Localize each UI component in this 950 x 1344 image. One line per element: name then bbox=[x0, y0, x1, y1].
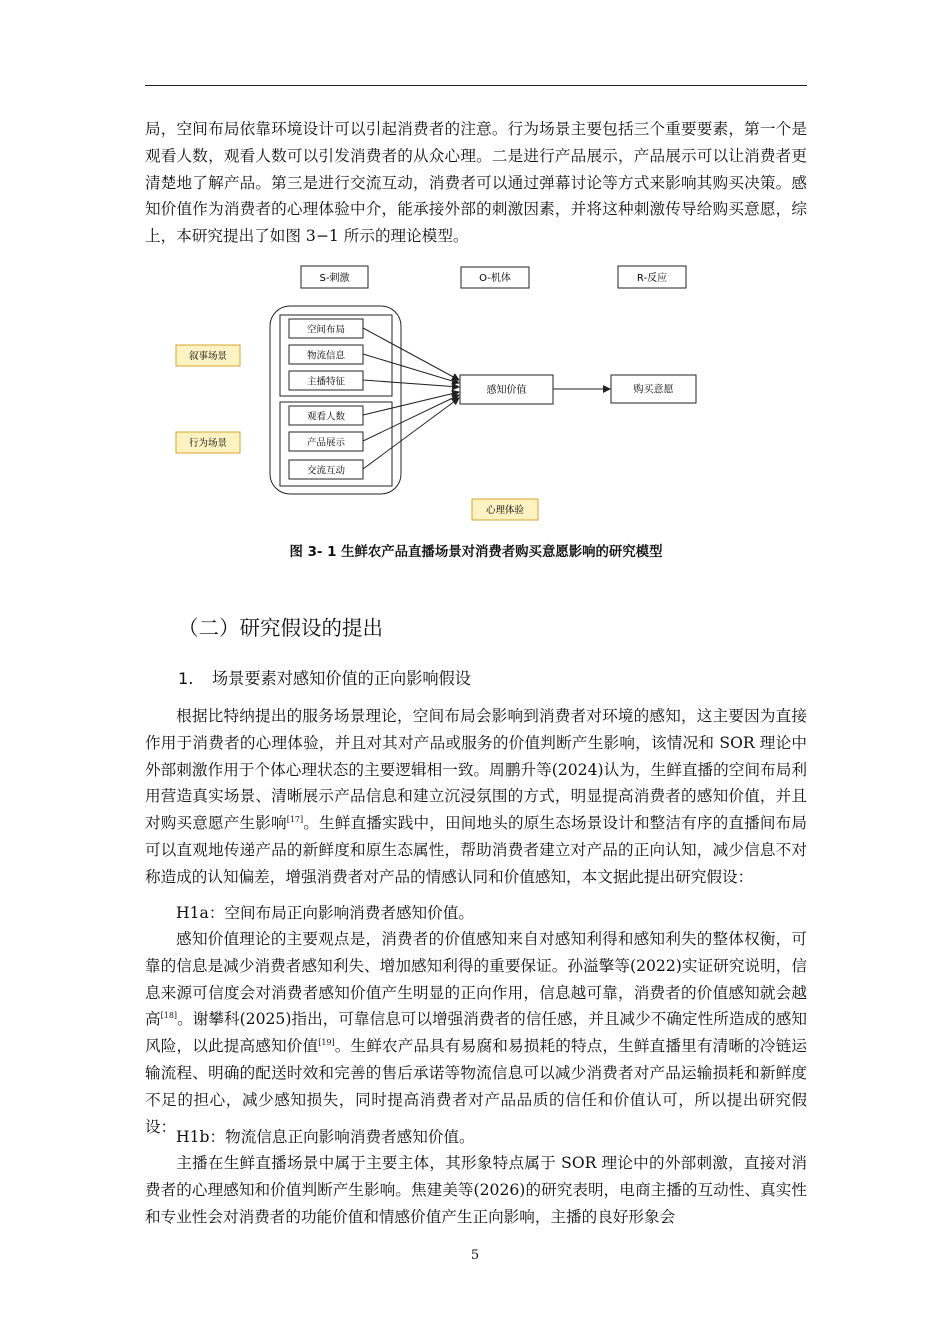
item-viewer-count bbox=[289, 406, 363, 425]
svg-text:观看人数: 观看人数 bbox=[306, 411, 346, 423]
item-spatial-layout bbox=[289, 319, 363, 338]
research-model-diagram bbox=[170, 262, 730, 532]
organism-header-box bbox=[461, 267, 529, 288]
paragraph-3: 主播在生鲜直播场景中属于主要主体，其形象特点属于 SOR 理论中的外部刺激，直接对消费者的心理感知和价值判断产生影响。焦建美等(2026)的研究表明，电商主播的互动性、真实性和专业性会对消费者的功能价值和情感价值产生正向影响，主播的良好形象会 bbox=[145, 1154, 807, 1226]
behavior-scene-text: 行为场景 bbox=[188, 438, 228, 449]
behavior-scene-label bbox=[176, 432, 240, 453]
hypothesis-h1a: H1a：空间布局正向影响消费者感知价值。 bbox=[176, 904, 474, 922]
paragraph-1: 根据比特纳提出的服务场景理论，空间布局会影响到消费者对环境的感知，这主要因为直接作用于消费者的心理体验，并且对其对产品或服务的价值判断产生影响，该情况和 SOR 理论中外部刺激作用于个体心理状态的主要逻辑相一致。周鹏升等(2024)认为，生鲜直播的空间布局利用营造真实场景、清晰展示产品信息和建立沉浸氛围的方式，明显提高消费者的感知价值，并且对购买意愿产生影响[17]。生鲜直播实践中，田间地头的原生态场景设计和整洁有序的直播间布局可以直观地传递产品的新鲜度和原生态属性，帮助消费者建立对产品的正向认知，减少信息不对称造成的认知偏差，增强消费者对产品的情感认同和价值感知，本文据此提出研究假设： bbox=[145, 707, 807, 886]
psych-experience-text: 心理体验 bbox=[485, 505, 525, 516]
figure-caption: 图 3- 1 生鲜农产品直播场景对消费者购买意愿影响的研究模型 bbox=[289, 545, 663, 560]
svg-text:物流信息: 物流信息 bbox=[306, 350, 346, 362]
citation-17: [17] bbox=[286, 815, 304, 825]
hypothesis-h1b: H1b：物流信息正向影响消费者感知价值。 bbox=[176, 1128, 475, 1146]
organism-header-text: O-机体 bbox=[479, 273, 511, 284]
outcome-box bbox=[611, 375, 696, 403]
subsection-title: 场景要素对感知价值的正向影响假设 bbox=[212, 669, 471, 688]
svg-text:空间布局: 空间布局 bbox=[306, 324, 346, 336]
intro-paragraph: 局，空间布局依靠环境设计可以引起消费者的注意。行为场景主要包括三个重要要素，第一个是观看人数，观看人数可以引发消费者的从众心理。二是进行产品展示，产品展示可以让消费者更清楚地了解产品。第三是进行交流互动，消费者可以通过弹幕讨论等方式来影响其购买决策。感知价值作为消费者的心理体验中介，能承接外部的刺激因素，并将这种刺激传导给购买意愿，综上，本研究提出了如图 3−1 所示的理论模型。 bbox=[145, 120, 807, 246]
narrative-scene-label bbox=[176, 345, 240, 366]
paragraph-2: 感知价值理论的主要观点是，消费者的价值感知来自对感知利得和感知利失的整体权衡，可靠的信息是减少消费者感知利失、增加感知利得的重要保证。孙溢擎等(2022)实证研究说明，信息来源可信度会对消费者感知价值产生明显的正向作用，信息越可靠，消费者的价值感知就会越高[18]。谢攀科(2025)指出，可靠信息可以增强消费者的信任感，并且减少不确定性所造成的感知风险，以此提高感知价值[19]。生鲜农产品具有易腐和易损耗的特点，生鲜直播里有清晰的冷链运输流程、明确的配送时效和完善的售后承诺等物流信息可以减少消费者对产品运输损耗和新鲜度不足的担心，减少感知损失，同时提高消费者对产品品质的信任和价值认可，所以提出研究假设： bbox=[145, 930, 807, 1136]
outcome-text: 购买意愿 bbox=[633, 384, 674, 396]
svg-text:产品展示: 产品展示 bbox=[306, 437, 346, 449]
citation-18: [18] bbox=[160, 1011, 178, 1021]
item-product-display bbox=[289, 432, 363, 451]
mediator-box bbox=[460, 375, 553, 404]
item-anchor-traits bbox=[289, 371, 363, 390]
stimulus-header-box bbox=[301, 266, 368, 288]
item-interaction bbox=[289, 460, 363, 479]
subsection-number: 1. bbox=[178, 669, 194, 688]
section-heading: （二）研究假设的提出 bbox=[178, 616, 383, 640]
narrative-scene-text: 叙事场景 bbox=[188, 351, 228, 362]
mediator-text: 感知价值 bbox=[486, 385, 527, 396]
item-logistics-info bbox=[289, 345, 363, 364]
stimulus-arrows bbox=[363, 328, 459, 469]
response-header-box bbox=[618, 266, 686, 288]
psych-experience-label bbox=[472, 499, 538, 520]
header-rule bbox=[145, 85, 807, 86]
subsection-heading bbox=[178, 665, 471, 689]
response-header-text: R-反应 bbox=[636, 273, 668, 284]
citation-19: [19] bbox=[318, 1038, 335, 1048]
svg-text:交流互动: 交流互动 bbox=[306, 465, 346, 477]
stimulus-header-text: S-刺激 bbox=[319, 273, 350, 284]
svg-text:主播特征: 主播特征 bbox=[306, 376, 346, 388]
page-number: 5 bbox=[470, 1248, 480, 1263]
